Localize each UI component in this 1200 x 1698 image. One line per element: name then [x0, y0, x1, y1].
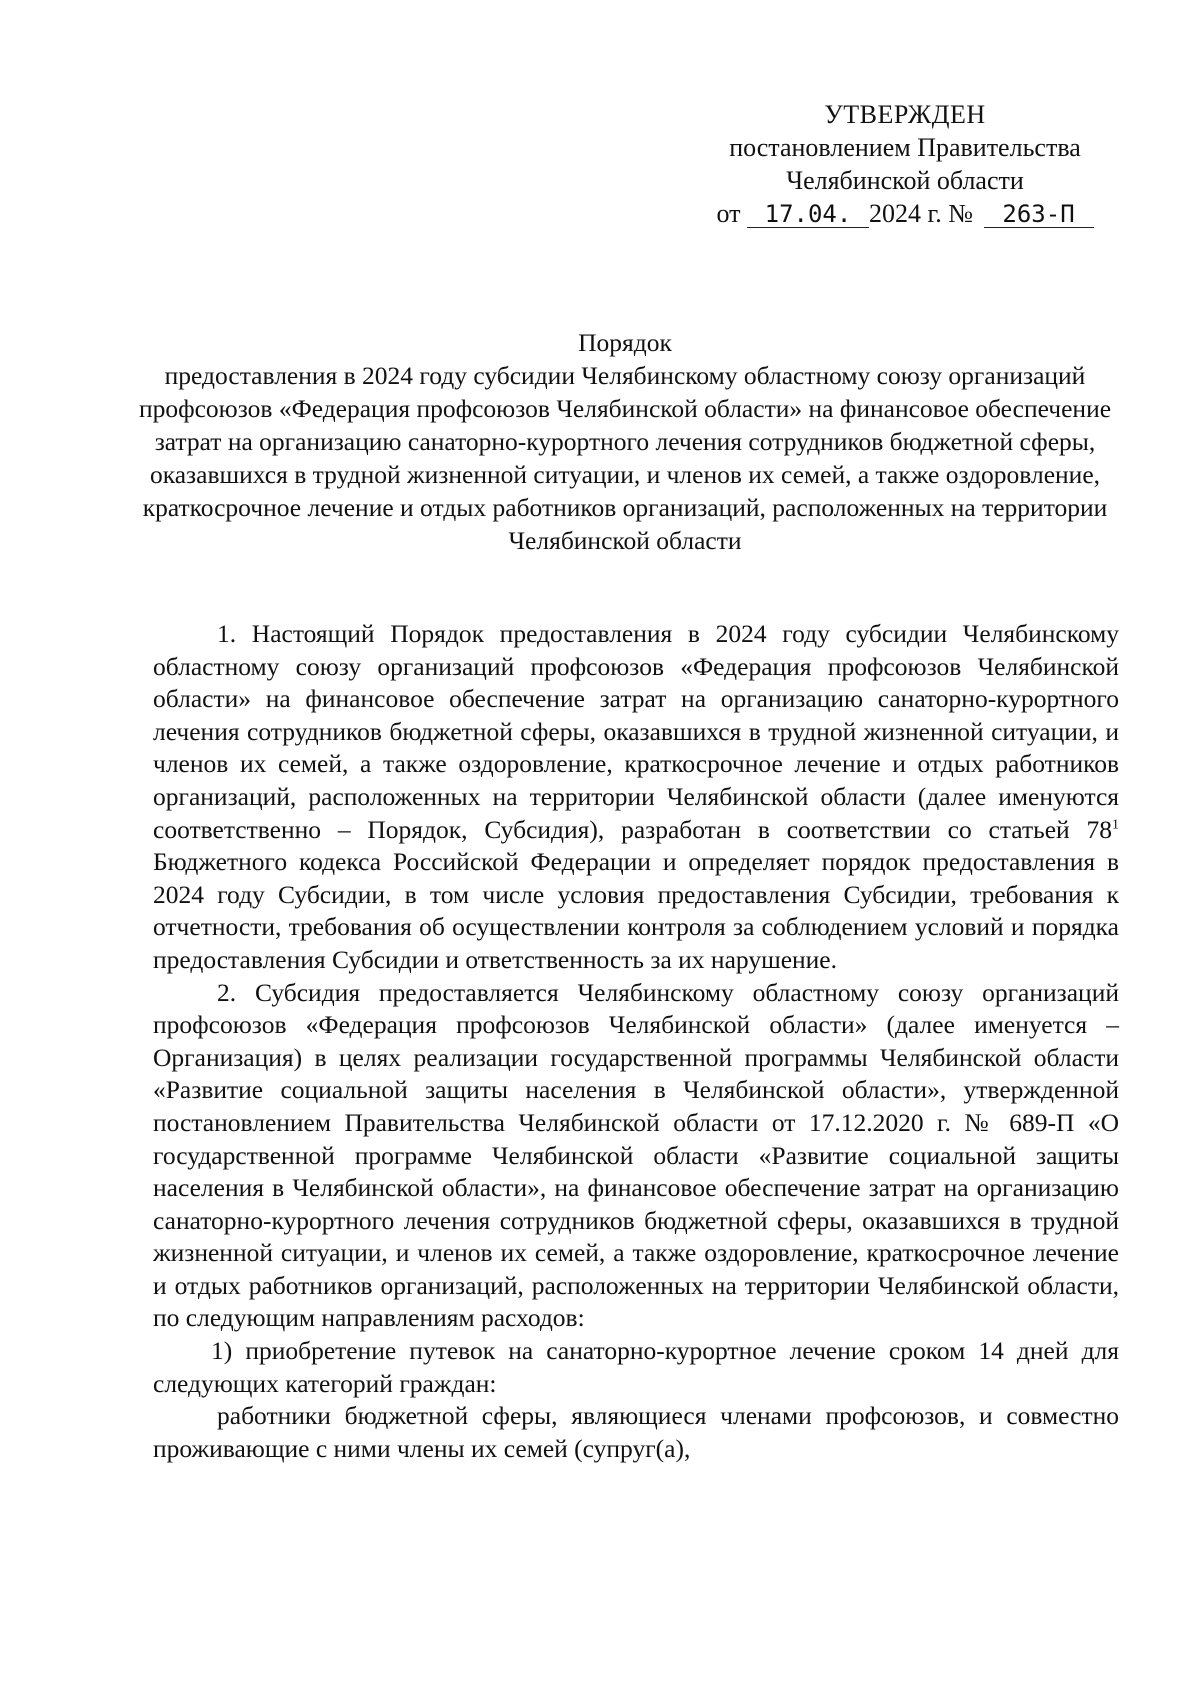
date-prefix: от: [716, 199, 741, 228]
paragraph-2: 2. Субсидия предоставляется Челябинскому областному союзу организаций профсоюзов «Федерация профсоюзов Челябинской области» (далее именуется – Организация) в целях реализации государственной программы Челябинской области «Развитие социальной защиты населения в Челябинской области», утвержденной постановлением Правительства Челябинской области от 17.12.2020 г. № 689-П «О государственной программе Челябинской области «Развитие социальной защиты населения в Челябинской области», на финансовое обеспечение затрат на организацию санаторно-курортного лечения сотрудников бюджетной сферы, оказавшихся в трудной жизненной ситуации, и членов их семей, а также оздоровление, краткосрочное лечение и отдых работников организаций, расположенных на территории Челябинской области, по следующим направлениям расходов:: [153, 977, 1119, 1333]
approval-line-2: Челябинской области: [786, 166, 1024, 195]
paragraph-3: 1) приобретение путевок на санаторно-курортное лечение сроком 14 дней для следующих категорий граждан:: [153, 1336, 1119, 1398]
paragraph-4: работники бюджетной сферы, являющиеся членами профсоюзов, и совместно проживающие с ними члены их семей (супруг(а),: [153, 1401, 1119, 1463]
approval-word: УТВЕРЖДЕН: [824, 100, 986, 129]
title-text: предоставления в 2024 году субсидии Челябинскому областному союзу организаций профсоюзов «Федерация профсоюзов Челябинской области» на финансовое обеспечение затрат на организацию санаторно-курортного лечения сотрудников бюджетной сферы, оказавшихся в трудной жизненной ситуации, и членов их семей, а также оздоровление, краткосрочное лечение и отдых работников организаций, расположенных на территории Челябинской области: [138, 361, 1112, 555]
paragraph-1-text: 1. Настоящий Порядок предоставления в 2024 году субсидии Челябинскому областному союзу организаций профсоюзов «Федерация профсоюзов Челябинской области» на финансовое обеспечение затрат на организацию санаторно-курортного лечения сотрудников бюджетной сферы, оказавшихся в трудной жизненной ситуации, и членов их семей, а также оздоровление, краткосрочное лечение и отдых работников организаций, расположенных на территории Челябинской области (далее именуются соответственно – Порядок, Субсидия), разработан в соответствии со статьей 78: [153, 619, 1119, 844]
approval-block: [690, 98, 1120, 230]
document-title: [130, 326, 1120, 557]
approval-line-1: постановлением Правительства: [729, 133, 1081, 162]
document-body: [153, 618, 1119, 1465]
title-heading: Порядок: [578, 328, 672, 357]
approval-year: 2024 г. №: [868, 199, 974, 228]
approval-date-line: [690, 197, 1120, 230]
approval-date: 17.04.: [747, 201, 869, 228]
paragraph-1-text-cont: Бюджетного кодекса Российской Федерации и определяет порядок предоставления в 2024 году Субсидии, в том числе условия предоставления Субсидии, требования к отчетности, требования об осуществлении контроля за соблюдением условий и порядка предоставления Субсидии и ответственность за их нарушение.: [153, 847, 1119, 974]
paragraph-1: [153, 618, 1119, 977]
approval-number: 263-П: [984, 201, 1094, 228]
article-superscript: 1: [1112, 817, 1119, 833]
